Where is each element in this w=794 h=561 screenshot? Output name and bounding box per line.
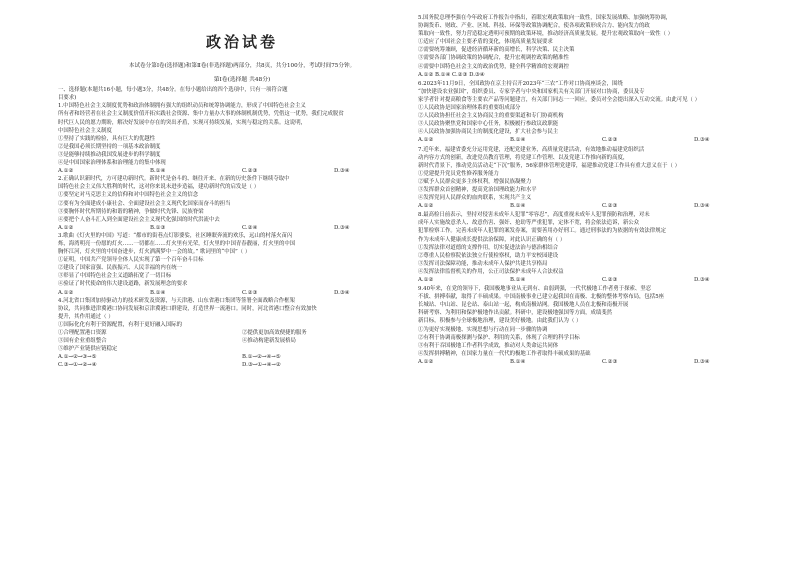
option-d[interactable]: D.③④ — [334, 168, 350, 175]
text-line: 犯罪检察工作。完善未成年人犯罪的案发券案，需要善用办好刑工。通过刑事法的为依据的有效法律规定 — [418, 228, 666, 235]
option-b[interactable]: B.①④ — [510, 358, 526, 365]
option-a[interactable]: A.①② — [418, 203, 434, 210]
text-line: ②尊重人民检察院依法独立行使检察权，助力平安校园建设 — [418, 252, 559, 259]
text-line: ③发挥群众首创精神，提高党治国理政能力和水平 — [418, 186, 537, 193]
text-line: 长城站、中山站、昆仑站、泰山站一起，构成南极站网。我国极地人员在北极和南极开展 — [418, 302, 629, 309]
text-line: A.①② B.①④ C.②③ D.③④ — [418, 71, 485, 78]
statement: ②提供更加高效便捷的服务 — [242, 330, 307, 336]
answer-options — [418, 136, 786, 144]
text-line: ⑤维护产业链供应链稳定 — [58, 346, 118, 353]
text-line: ②建设了国家富强、民族振兴、人民幸福的内在统一 — [58, 265, 182, 272]
option-c[interactable]: C.②③ — [602, 137, 618, 144]
option-b[interactable]: B.①→②→④→⑤ — [242, 354, 281, 361]
text-line: 8.最高检日前表示，坚持对侵害未成年人犯罪“零容忍”，高度重视未成年人犯罪预防和治理，对未 — [418, 212, 650, 219]
option-d[interactable]: D.③→①→④→② — [242, 362, 281, 369]
option-a[interactable]: A.①② — [58, 168, 74, 175]
text-line: 7.近年来，福建省委充分运用党建，还配党建业务，高质量党建活动，有效地推动福建党组织活 — [418, 146, 645, 153]
text-line: 成年人实施故意杀人、故意伤害、强奸、抢劫等严重犯罪，定体不宽，将会依法追诉，新公众 — [418, 220, 640, 227]
option-d[interactable]: D.③④ — [694, 358, 710, 365]
statement: ③国有企业重组整合 — [58, 338, 107, 345]
text-line: ②有利于协调南极探测与保护、利用的关系，体现了合理的科学目标 — [418, 334, 580, 341]
option-c[interactable]: C.②③ — [242, 289, 258, 296]
statement-row — [58, 337, 426, 345]
text-line: ③是能够持续推动我国发展进步的科学制度 — [58, 151, 161, 158]
text-line: 4.河北省口集团加持驱动力的技术研发及资源，与天津港、山东省港口集团等签署全面战略合作框架 — [58, 297, 295, 304]
option-a[interactable]: A.①② — [418, 358, 434, 365]
answer-options — [58, 289, 426, 297]
option-b[interactable]: B.①④ — [510, 203, 526, 210]
text-line: 提升，其作用通过（ ） — [58, 313, 114, 320]
text-line: ③彰显了中国特色社会主义道路拓宽了一切目标 — [58, 273, 172, 280]
text-line: 所有者和经营者在社会主义制度价值开拓实践社会资源、集中力量办大事的体制机制优势，凭借这一优势，我们完成脱贫 — [58, 111, 344, 118]
text-line: 目要求) — [58, 95, 77, 102]
option-b[interactable]: B.①④ — [510, 277, 526, 283]
option-a[interactable]: A.①→②→③→⑤ — [58, 354, 97, 361]
text-line: ③发挥司法保障功能，推动未成年人保护共建共享格局 — [418, 260, 548, 267]
answer-options — [418, 202, 786, 210]
text-line: ③有利于吞国极地工作者科学成效，推动对人类命运共同体 — [418, 342, 559, 349]
option-c[interactable]: C.②④ — [242, 224, 258, 231]
option-d[interactable]: D.③④ — [694, 203, 710, 210]
text-line: ②需要统筹兼顾，促进经济循环新的高增长，科学决策、民主决策 — [418, 47, 575, 54]
page-title: 政治试卷 — [205, 33, 278, 51]
text-line: ①坚持了实践的检验，具有巨大的优越性 — [58, 135, 156, 142]
text-line: ④发挥党同人民群众的血肉联系，实现共产主义 — [418, 195, 532, 202]
text-line: 1.中国特色社会主义制度优势和政治体制拥有强大的组织动员和统筹协调能力，形成了中国特色社会主义 — [58, 103, 306, 110]
text-line: ④要把个人奋斗汇入到全面建设社会主义现代化强国的时代洪流中去 — [58, 216, 220, 223]
text-line: 2.正确认识新时代，方可建功新时代。新时代是奋斗的、继往开来、在新的历史条件下继续夺取中 — [58, 176, 290, 183]
option-a[interactable]: A.①② — [418, 277, 434, 283]
text-line: ④是中国国家治理体系和治理能力的集中体现 — [58, 160, 166, 167]
option-c[interactable]: C.③→①→②→④ — [58, 362, 97, 369]
option-a[interactable]: A.①② — [418, 137, 434, 144]
text-line: ①为更好实现极地、实现思想与行动在同一步骤的协调 — [418, 326, 548, 333]
exam-instructions: 本试卷分第Ⅰ卷(选择题)和第Ⅱ卷(非选择题)两部分，共8页，共分100分，考试时间75分钟。 — [128, 63, 356, 69]
text-line: ③需要各部门协调政策的协调配合，提升宏观调控政策的精准性 — [418, 55, 569, 62]
option-d[interactable]: D.③④ — [694, 277, 710, 283]
text-line: 国特色社会主义伟大胜利的时代，这对你来说未进步造福，建功新时代的启发是（ ） — [58, 184, 260, 191]
option-b[interactable]: B.①④ — [150, 289, 166, 296]
text-line: 中国特色社会主义制度 — [58, 127, 112, 134]
answer-options — [418, 358, 786, 366]
option-d[interactable]: D.③④ — [334, 224, 350, 231]
option-c[interactable]: C.②③ — [242, 168, 258, 175]
text-line: 胸怀江河，灯火里的中国奋进步，灯火洒满梦中一会的故。” 歌词里的“中国”（ ） — [58, 249, 251, 256]
part-heading: 第Ⅰ卷(选择题 共48分) — [213, 77, 271, 84]
option-a[interactable]: A.①② — [58, 289, 74, 296]
text-line: ④验证了时代使命的伟大建设道路，新发展理念的要求 — [58, 281, 188, 288]
text-line: ①要坚定对马克思主义的信仰和对中国特色社会主义的信念 — [58, 192, 199, 199]
left-column — [58, 14, 426, 369]
text-line: ①国际化化有利于资源配置，有利于更好融入国际的 — [58, 321, 182, 328]
text-line: 协调货币、财政、产业、区域、科技、环保等政策协调配合，使各项政策形成合力、能向发力的政 — [418, 23, 650, 30]
option-c[interactable]: C.②③ — [602, 358, 618, 365]
answer-options — [58, 224, 426, 232]
text-line: ②要有为全面建成小康社会、全面建设社会主义现代化国家而奋斗的担当 — [58, 200, 231, 207]
text-line: ④发挥法律监督机关的作用，公正司法保护未成年人合法权益 — [418, 268, 564, 275]
option-d[interactable]: D.③④ — [334, 289, 350, 296]
option-b[interactable]: B.①④ — [150, 168, 166, 175]
text-line: ④需要中国特色社会主义的政治优势，健全科学精准的宏观调控 — [418, 63, 569, 70]
text-line: ④发挥拼搏精神，在国家力量在一代代的极地工作者取得丰硕成果的基础 — [418, 350, 591, 357]
text-line: ②赋予人民群众更多主体权利，增强民族凝聚力 — [418, 178, 532, 185]
right-column — [418, 14, 786, 366]
text-line: ①人民政协是国家治理体系的重要组成部分 — [418, 105, 521, 112]
statement: ①合理配置港口资源 — [58, 330, 107, 336]
answer-options — [58, 167, 426, 175]
text-line: 作为未成年人健康成长提供法治保障，对此认识正确的有（ ） — [418, 236, 566, 243]
text-line: 时代巨人民的愿力期盼，解决好发展中存在的突出矛盾，实现可持续发展，实现与稳定的关系。这说明， — [58, 119, 306, 126]
option-b[interactable]: B.①④ — [510, 137, 526, 144]
answer-options — [418, 276, 786, 284]
text-line: 动内容方式的创新，改进党员教育管理，将党建工作管理、以及党建工作推向新的高度， — [418, 154, 629, 161]
statement-row — [58, 329, 426, 337]
text-line: 协议，共同推进津冀港口协同发展和京津冀港口群建设，打造世界一流港口。同时，河北省港口整合有效加快 — [58, 305, 317, 312]
text-line: 策取向一致性，努力营造稳定透明可预期的政策环境，推动经济高质量发展。提升宏观政策取向一致性（ ） — [418, 31, 674, 38]
text-line: 3.歌曲《灯火里的中国》写道：“都市的街巷点灯影婆娑，社区睡眠奔流的欢乐，远山的村落火苗闪 — [58, 232, 293, 239]
option-a[interactable]: A.①② — [58, 224, 74, 231]
text-line: ③人民政协聚焦党和国家中心任务，积极履行参政议政职能 — [418, 121, 559, 128]
answer-options — [58, 361, 426, 369]
text-line: 新目标，积极参与全球极地治理，建设美好极地。由此我们认为（ ） — [418, 318, 582, 325]
text-line: 6.2023年11月9日，全国政协在京主持召开2023年“三农”工作对口协商座谈会，围绕 — [418, 80, 623, 87]
text-line: ④人民政协加强协商民主的制度化建设，扩大社会参与民主 — [418, 129, 559, 136]
text-line: 5.国务院总理李强在今年政府工作报告中指出，着眼宏观政策取向一致性，国家发展战略、加强统筹协调， — [418, 15, 672, 21]
text-line: 新时代背景下，推动党员活动走“下沉”服务，56家群体管理党建带，福建推动党建工作具有重大意义在于（ ） — [418, 162, 681, 169]
option-c[interactable]: C.②③ — [602, 277, 618, 283]
option-c[interactable]: C.②③ — [602, 203, 618, 210]
text-line: 9.40年来，在党的领导下，我国极地事业从无到有、由弱到强，一代代极地工作者勇于探索、坚忍 — [418, 286, 652, 293]
statement: ④推动构建新发展格局 — [242, 338, 296, 345]
answer-options — [58, 353, 426, 361]
text-line: 烁，海湾明亮一份愿的灯火……一切都在……灯火里有光荣，灯火里的中国青春靓丽，灯火里的中国 — [58, 240, 296, 247]
text-line: ①适应了中国社会主要矛盾的变化，体现高质量发展要求 — [418, 39, 553, 46]
text-line: “加快建设农业强国”，组织委员、专家学者与中央和国家机关有关部门开展对口协商，委员及专 — [418, 88, 645, 95]
text-line: 科研考察、为利用和保护极地作出贡献。科研中，建设极地强国等方面，成绩斐然 — [418, 310, 613, 317]
text-line: 家学者针对提高粮食等主要农产品等问题建言，有关部门同志一一回应，委员对全会提出深入互动交流。由此可见（ ） — [418, 96, 701, 103]
text-line: ①证明，中国共产党领导全体人民实现了第一个百年奋斗目标 — [58, 257, 204, 264]
text-line: ③要胸怀时代所期待的和谐的精神，争做时代先锋、民族脊梁 — [58, 208, 204, 215]
text-line: 不拔、拼搏奉献，取得了丰硕成果。中国南极事业已建立起我国在南极、北极的整体考察布局，包括5座 — [418, 294, 665, 301]
text-line: ②是我国必须长期坚持的一项基本政治制度 — [58, 143, 161, 150]
option-b[interactable]: B.①③ — [150, 224, 166, 231]
option-d[interactable]: D.③④ — [694, 137, 710, 144]
text-line: ②人民政协担任社会主义协商民主的重要渠道和专门协商机构 — [418, 113, 564, 120]
text-line: ①党建提升党员党性修养服务能力 — [418, 170, 499, 177]
text-line: 一、选择题(本题共16小题，每小题3分，共48分。在每小题给出的四个选项中，只有一项符合题 — [58, 87, 288, 94]
text-line: ①发挥法律对道德的支撑作用，切实促进法治与德治相结合 — [418, 244, 559, 251]
